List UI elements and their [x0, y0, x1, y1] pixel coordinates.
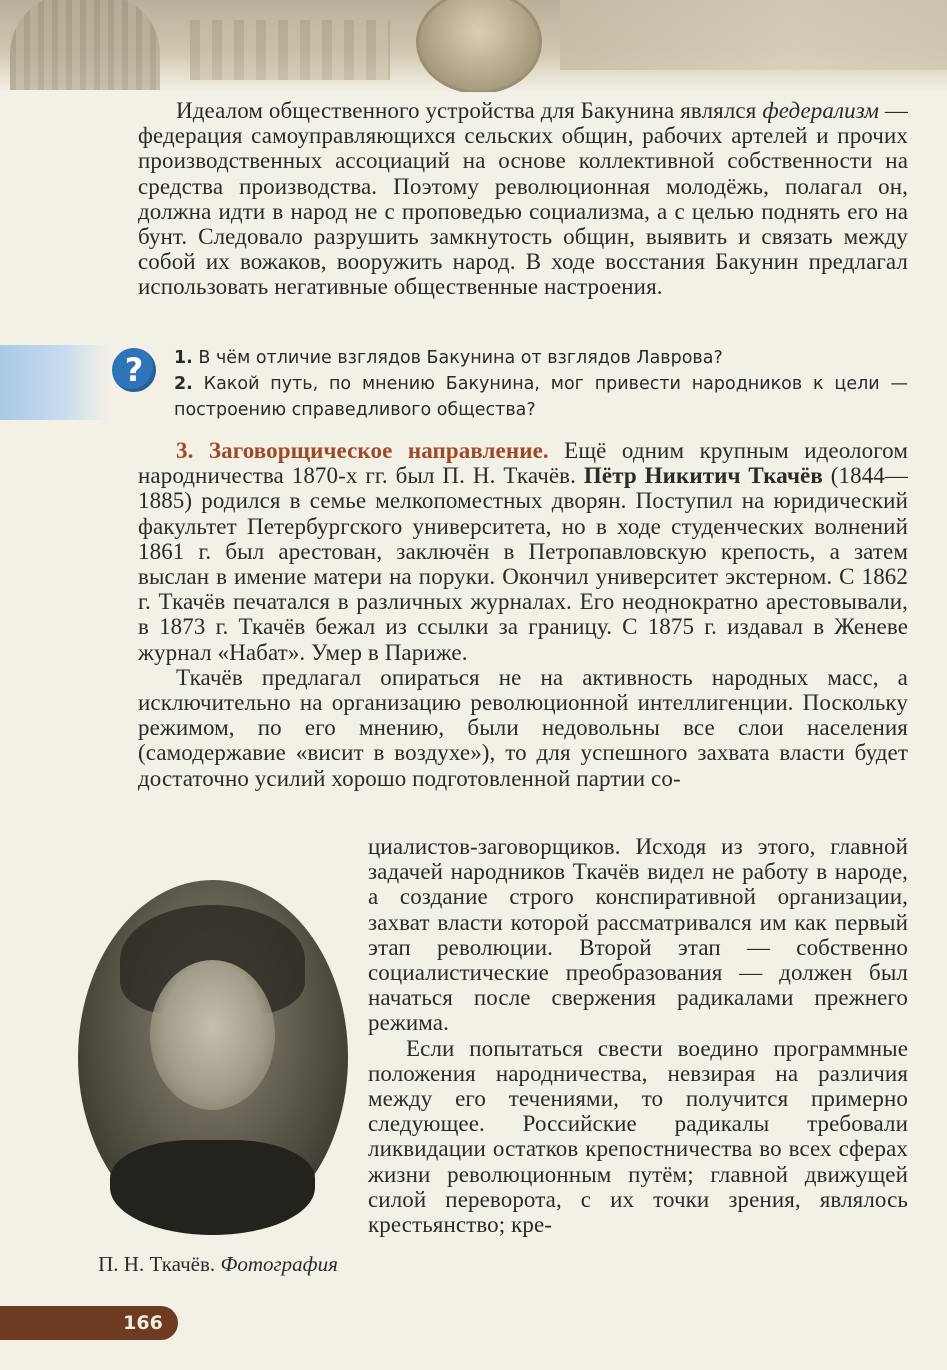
header-architecture-image [10, 0, 160, 90]
question-mark-icon: ? [112, 348, 156, 392]
paragraph-lead-text: Идеалом общественного устройства для Бакунина являлся [176, 98, 763, 123]
review-questions [174, 345, 908, 423]
paragraph-tkachev-wide: Ткачёв предлагал опираться не на активность народных масс, а исключительно на организацию революционной интеллигенции. Поскольку режимом, по его мнению, были недовольны все слои населения (самодержавие «висит в воздухе»), то для успешного захвата власти будет достаточно усилий хорошо подготовленной партии со- [138, 664, 908, 791]
header-illustration-band [0, 0, 947, 92]
question-2-number: 2. [174, 374, 193, 394]
questions-side-marker [0, 345, 108, 420]
person-name: Пётр Никитич Ткачёв [583, 463, 823, 489]
paragraph-rest-text: — федерация самоуправляющихся сельских общин, рабочих артелей и прочих производственных ассоциаций на основе коллективной собственности на средства производства. Поэтому революционная молодёжь, полагал он, должна идти в народ не с проповедью социализма, а с целью поднять его на бунт. Следовало разрушить замкнутость общин, выявить и связать между собой их вожаков, вооружить народ. В ходе восстания Бакунин предлагал использовать негативные общественные настроения. [138, 98, 909, 300]
header-portrait-medallion [416, 0, 542, 92]
section-3 [138, 438, 908, 791]
question-2-text: Какой путь, по мнению Бакунина, мог привести народников к цели — построению справедливого общества? [174, 374, 908, 420]
section-bio-text: (1844—1885) родился в семье мелкопоместных дворян. Поступил на юридический факультет Петербургского университета, но в ходе студенческих волнений 1861 г. был арестован, заключён в Петропавловскую крепость, а затем выслан в имение матери на поруки. Окончил университет экстерном. С 1862 г. Ткачёв печатался в различных журналах. Его неоднократно арестовывали, в 1873 г. Ткачёв бежал из ссылки за границу. С 1875 г. издавал в Женеве журнал «Набат». Умер в Париже. [138, 463, 909, 665]
portrait-suit-shape [110, 1140, 315, 1235]
portrait-face-shape [150, 960, 275, 1110]
section-title: 3. Заговорщическое направление. [176, 438, 549, 463]
paragraph-tkachev-narrow: циалистов-заговорщиков. Исходя из этого, главной задачей народников Ткачёв видел не работу в народе, а создание строго конспиративной организации, захват власти которой рассматривался им как первый этап революции. Второй этап — собственно социалистические преобразования — должен был начаться после свержения радикалами прежнего режима. [368, 834, 908, 1036]
page-number: 166 [123, 1312, 163, 1334]
header-engraving-image [560, 0, 947, 70]
question-1 [174, 345, 908, 371]
question-1-number: 1. [174, 348, 193, 368]
term-federalism: федерализм [762, 98, 880, 123]
section-3-paragraph [138, 438, 908, 665]
caption-name: П. Н. Ткачёв. [98, 1252, 221, 1276]
photo-caption [78, 1252, 358, 1276]
right-column-text [368, 834, 908, 1237]
section-intro-text: Ещё одним крупным идеологом народничества 1870-х гг. был П. Н. Ткачёв. [138, 438, 908, 489]
paragraph-summary: Если попытаться свести воедино программные положения народничества, невзирая на различия между его течениями, то получится примерно следующее. Российские радикалы требовали ликвидации остатков крепостничества во всех сферах жизни революционным путём; главной движущей силой переворота, с их точки зрения, являлось крестьянство; кре- [368, 1035, 908, 1238]
caption-type: Фотография [220, 1252, 338, 1276]
header-buildings-image [190, 20, 390, 80]
question-1-text: В чём отличие взглядов Бакунина от взглядов Лаврова? [192, 348, 723, 368]
paragraph-bakunin [138, 98, 908, 300]
question-2 [174, 371, 908, 423]
